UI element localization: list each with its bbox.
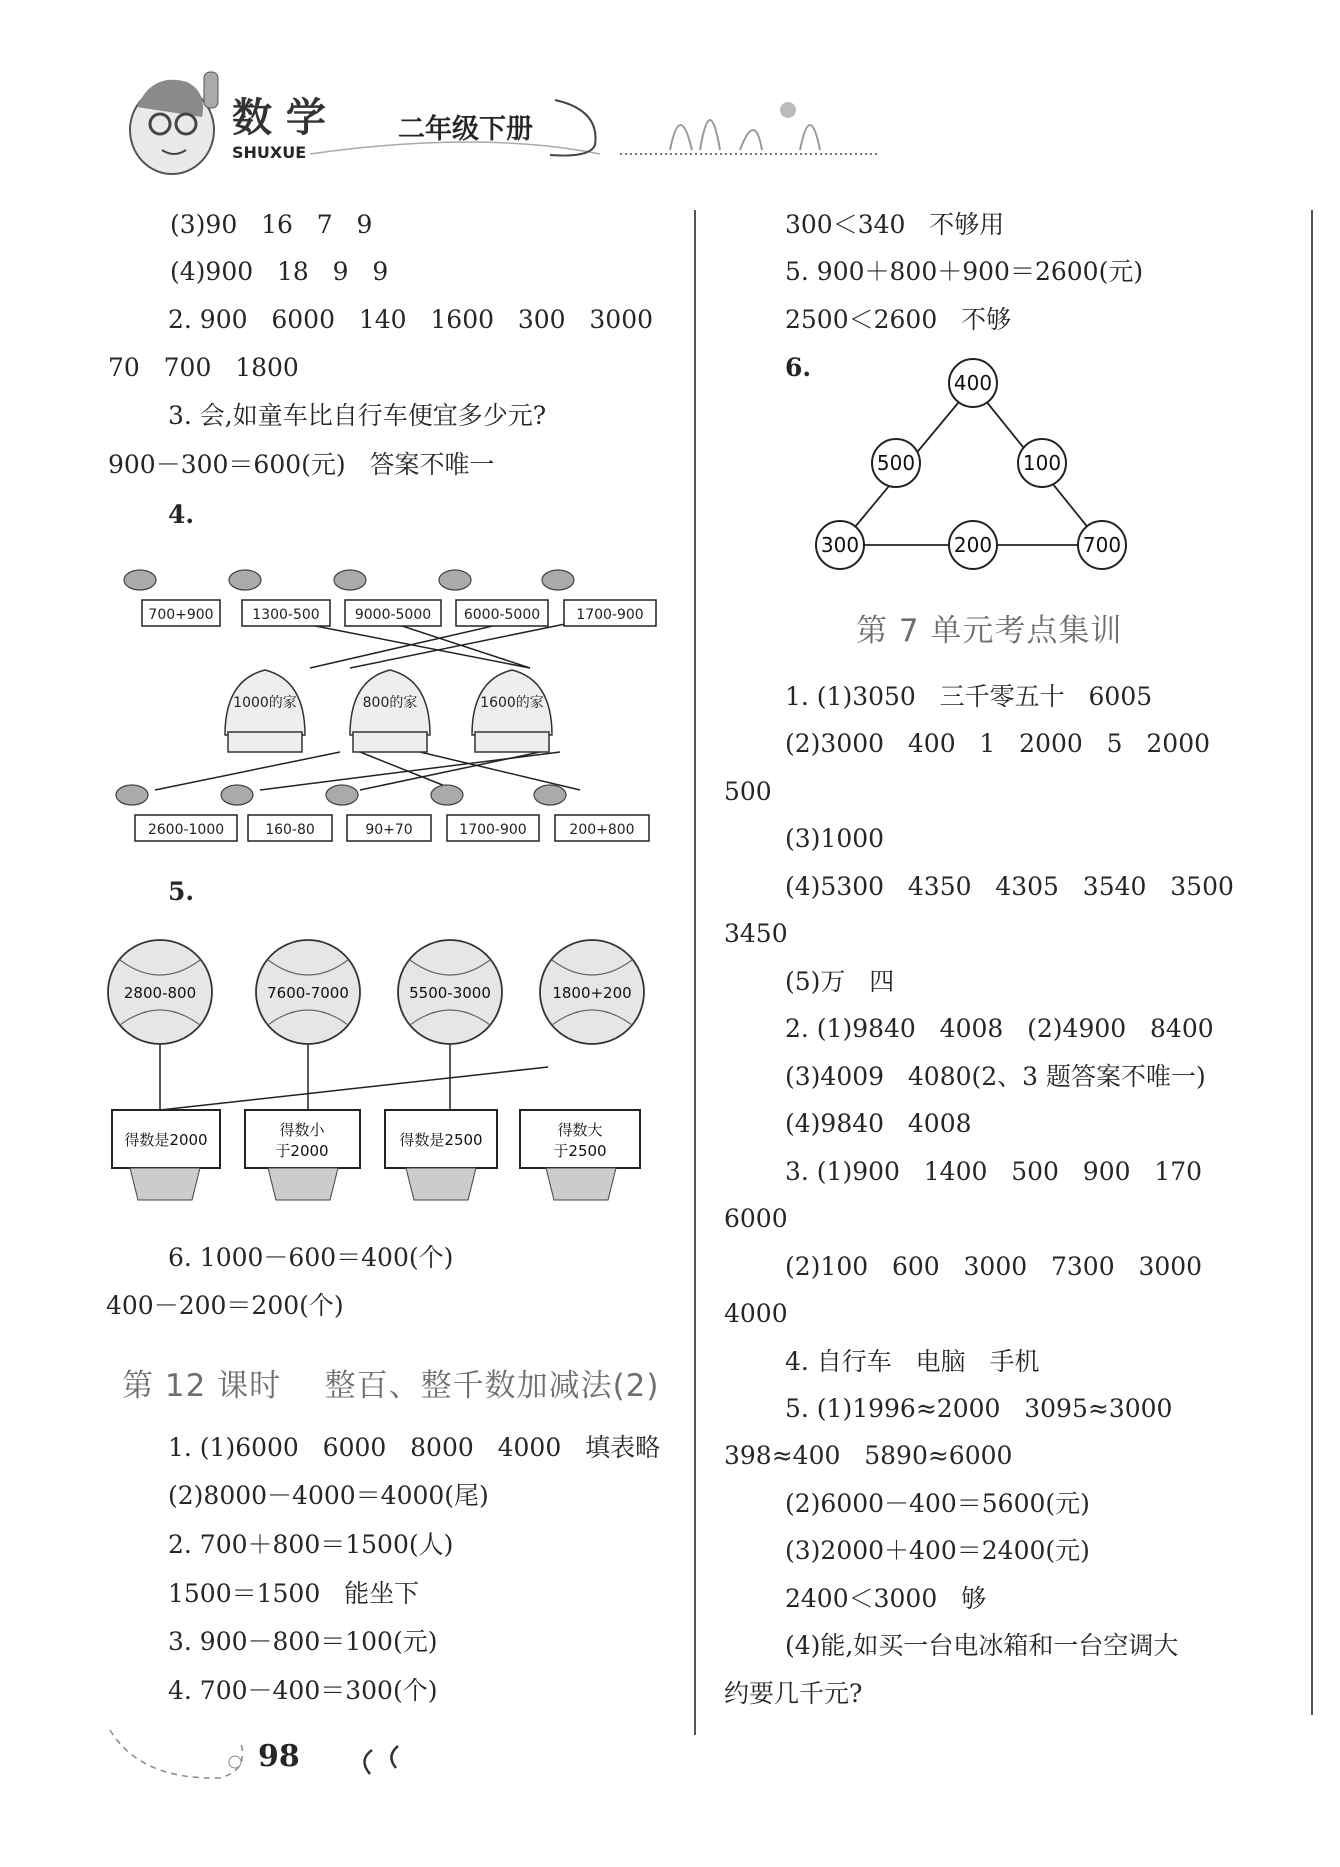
q5-basket-label: 得数大 xyxy=(557,1121,603,1139)
answer-line: 4000 xyxy=(724,1299,788,1328)
answer-line: 400－200＝200(个) xyxy=(106,1291,344,1320)
q4-bottom-box-label: 1700-900 xyxy=(459,822,527,838)
answer-line: (4)5300 4350 4305 3540 3500 xyxy=(785,872,1234,901)
column-divider xyxy=(694,210,696,1735)
header-grade: 二年级下册 xyxy=(398,114,533,145)
question-number: 5. xyxy=(168,877,195,906)
answer-line: 5. 900＋800＋900＝2600(元) xyxy=(785,257,1144,286)
answer-line: (2)8000－4000＝4000(尾) xyxy=(168,1481,489,1510)
unit-title: 第 7 单元考点集训 xyxy=(856,613,1123,649)
header-pinyin: SHUXUE xyxy=(232,143,307,162)
answer-line: 4. 自行车 电脑 手机 xyxy=(785,1347,1040,1376)
triangle-node-value: 500 xyxy=(876,451,916,475)
triangle-node-value: 400 xyxy=(953,371,993,395)
answer-line: 2400＜3000 够 xyxy=(785,1584,987,1613)
triangle-number-diagram xyxy=(800,355,1140,575)
answer-line: (4)9840 4008 xyxy=(785,1109,972,1138)
header-subject: 数 学 xyxy=(232,95,326,141)
q5-ball-label: 1800+200 xyxy=(552,984,632,1002)
question-number: 6. xyxy=(785,353,812,382)
q4-matching-diagram xyxy=(110,560,670,850)
q4-bottom-box-label: 90+70 xyxy=(365,822,413,838)
answer-line: (5)万 四 xyxy=(785,967,895,996)
q4-top-box-label: 6000-5000 xyxy=(463,607,541,623)
answer-line: (2)6000－400＝5600(元) xyxy=(785,1489,1090,1518)
answer-line: 3. (1)900 1400 500 900 170 xyxy=(785,1157,1203,1186)
answer-line: (3)2000＋400＝2400(元) xyxy=(785,1536,1090,1565)
answer-line: 3. 会,如童车比自行车便宜多少元? xyxy=(168,401,547,430)
q5-basket-label: 于2000 xyxy=(275,1142,329,1160)
answer-line: 3450 xyxy=(724,919,788,948)
answer-line: (4)能,如买一台电冰箱和一台空调大 xyxy=(785,1631,1179,1660)
q4-house-label: 1600的家 xyxy=(480,695,544,711)
right-border xyxy=(1311,210,1313,1715)
answer-line: (3)4009 4080(2、3 题答案不唯一) xyxy=(785,1062,1206,1091)
q4-house-label: 800的家 xyxy=(362,695,418,711)
q5-basket-label: 得数小 xyxy=(279,1121,325,1139)
answer-line: 4. 700－400＝300(个) xyxy=(168,1676,438,1705)
header-mascot xyxy=(112,62,232,182)
triangle-node-value: 700 xyxy=(1082,533,1122,557)
answer-line: 398≈400 5890≈6000 xyxy=(724,1441,1013,1470)
lesson-title: 第 12 课时 整百、整千数加减法(2) xyxy=(122,1368,660,1404)
answer-line: 300＜340 不够用 xyxy=(785,210,1005,239)
answer-line: 70 700 1800 xyxy=(108,353,299,382)
q4-top-box-label: 700+900 xyxy=(148,607,214,623)
answer-line: 6. 1000－600＝400(个) xyxy=(168,1243,454,1272)
q5-basketball-diagram xyxy=(100,930,660,1210)
q4-bottom-box-label: 2600-1000 xyxy=(147,822,225,838)
answer-line: 2500＜2600 不够 xyxy=(785,305,1012,334)
answer-line: (3)90 16 7 9 xyxy=(170,210,373,239)
answer-line: (3)1000 xyxy=(785,824,885,853)
question-number: 4. xyxy=(168,500,195,529)
answer-line: 1. (1)6000 6000 8000 4000 填表略 xyxy=(168,1433,661,1462)
q4-top-box-label: 1700-900 xyxy=(576,607,644,623)
answer-line: 2. (1)9840 4008 (2)4900 8400 xyxy=(785,1014,1214,1043)
q5-basket-label: 得数是2500 xyxy=(399,1131,483,1149)
answer-line: 6000 xyxy=(724,1204,788,1233)
page-number: 98 xyxy=(258,1739,300,1774)
q5-ball-label: 7600-7000 xyxy=(267,984,349,1002)
triangle-node-value: 300 xyxy=(820,533,860,557)
triangle-node-value: 200 xyxy=(953,533,993,557)
answer-line: (2)100 600 3000 7300 3000 xyxy=(785,1252,1203,1281)
answer-line: 1. (1)3050 三千零五十 6005 xyxy=(785,682,1153,711)
answer-line: (4)900 18 9 9 xyxy=(170,257,389,286)
q4-top-box-label: 9000-5000 xyxy=(354,607,432,623)
q5-ball-label: 2800-800 xyxy=(123,984,197,1002)
answer-line: 500 xyxy=(724,777,772,806)
answer-line: 900－300＝600(元) 答案不唯一 xyxy=(108,450,495,479)
q4-bottom-box-label: 160-80 xyxy=(265,822,315,838)
answer-line: 2. 900 6000 140 1600 300 3000 xyxy=(168,305,654,334)
answer-line: 3. 900－800＝100(元) xyxy=(168,1627,438,1656)
q4-bottom-box-label: 200+800 xyxy=(569,822,635,838)
answer-line: 5. (1)1996≈2000 3095≈3000 xyxy=(785,1394,1173,1423)
answer-line: 2. 700＋800＝1500(人) xyxy=(168,1530,454,1559)
q5-basket-label: 于2500 xyxy=(553,1142,607,1160)
q5-basket-label: 得数是2000 xyxy=(124,1131,208,1149)
triangle-node-value: 100 xyxy=(1022,451,1062,475)
header-decoration xyxy=(300,70,880,170)
q5-ball-label: 5500-3000 xyxy=(409,984,491,1002)
answer-line: 约要几千元? xyxy=(724,1679,863,1708)
answer-line: 1500＝1500 能坐下 xyxy=(168,1579,420,1608)
q4-top-box-label: 1300-500 xyxy=(252,607,320,623)
q4-house-label: 1000的家 xyxy=(233,695,297,711)
answer-line: (2)3000 400 1 2000 5 2000 xyxy=(785,729,1211,758)
